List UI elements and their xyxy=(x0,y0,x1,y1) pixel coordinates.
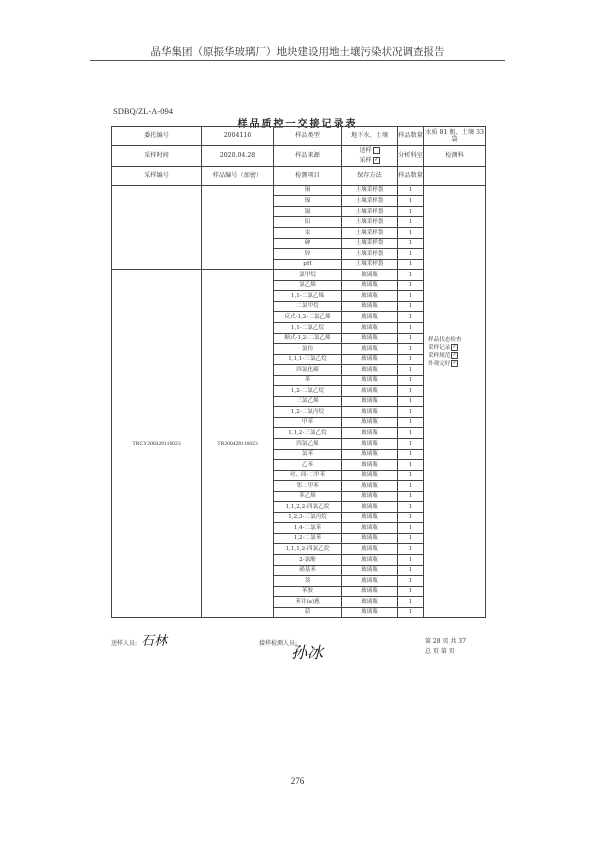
storage-method-cell: 玻璃瓶 xyxy=(342,333,398,344)
storage-method-cell: 玻璃瓶 xyxy=(342,470,398,481)
storage-method-cell: 玻璃瓶 xyxy=(342,449,398,460)
test-item-cell: 1,1,2-三氯乙烷 xyxy=(274,428,342,439)
test-item-cell: 反式-1,2-二氯乙烯 xyxy=(274,312,342,323)
test-item-cell: pH xyxy=(274,259,342,270)
header-rule xyxy=(90,60,505,61)
test-item-cell: 苯乙烯 xyxy=(274,491,342,502)
test-item-cell: 苯 xyxy=(274,375,342,386)
sample-qty-value: 水质 81 瓶、土壤 33 袋 xyxy=(424,127,486,146)
storage-method-cell: 土壤采样袋 xyxy=(342,259,398,270)
sampling-time-value: 2020.04.28 xyxy=(202,146,274,167)
storage-method-cell: 玻璃瓶 xyxy=(342,428,398,439)
test-item-cell: 1,1,1,2-四氯乙烷 xyxy=(274,544,342,555)
lab-value: 检测科 xyxy=(424,146,486,167)
test-item-cell: 镉 xyxy=(274,206,342,217)
storage-method-cell: 玻璃瓶 xyxy=(342,322,398,333)
sample-status-remarks xyxy=(424,185,486,617)
storage-method-cell: 玻璃瓶 xyxy=(342,291,398,302)
test-item-cell: 镍 xyxy=(274,196,342,207)
storage-method-cell: 玻璃瓶 xyxy=(342,396,398,407)
test-item-cell: 硝基苯 xyxy=(274,565,342,576)
storage-method-cell: 土壤采样袋 xyxy=(342,238,398,249)
sample-count-cell: 1 xyxy=(398,344,424,355)
sample-type-value: 地下水、土壤 xyxy=(342,127,398,146)
storage-method-cell: 玻璃瓶 xyxy=(342,491,398,502)
test-item-cell: 氯仿 xyxy=(274,344,342,355)
test-item-cell: 萘 xyxy=(274,576,342,587)
sampling-record-checkbox[interactable]: ✓ xyxy=(452,343,457,350)
sample-count-cell: 1 xyxy=(398,470,424,481)
blank-header-cell xyxy=(424,166,486,185)
sample-count-cell: 1 xyxy=(398,565,424,576)
sample-count-cell: 1 xyxy=(398,512,424,523)
storage-method-cell: 玻璃瓶 xyxy=(342,533,398,544)
sample-count-cell: 1 xyxy=(398,249,424,260)
storage-method-cell: 玻璃瓶 xyxy=(342,280,398,291)
sampling-record-line: 采样记录 ✓ xyxy=(428,343,457,351)
status-check-label: 样品状态检查 xyxy=(428,336,462,343)
storage-method-cell: 土壤采样袋 xyxy=(342,196,398,207)
sample-count-cell: 1 xyxy=(398,491,424,502)
test-item-cell: 氯甲烷 xyxy=(274,270,342,281)
test-item-cell: 乙苯 xyxy=(274,460,342,471)
sample-count-cell: 1 xyxy=(398,607,424,618)
sample-qty-label: 样品数量 xyxy=(398,127,424,146)
sample-count-cell: 1 xyxy=(398,586,424,597)
sample-no-cell-blank xyxy=(202,185,274,269)
storage-method-cell: 玻璃瓶 xyxy=(342,460,398,471)
storage-method-cell: 土壤采样袋 xyxy=(342,228,398,239)
sample-count-cell: 1 xyxy=(398,217,424,228)
sample-count-cell: 1 xyxy=(398,554,424,565)
storage-method-cell: 玻璃瓶 xyxy=(342,312,398,323)
receiver-signature: 孙冰 xyxy=(291,643,324,662)
test-item-cell: 三氯乙烯 xyxy=(274,396,342,407)
test-item-cell: 铜 xyxy=(274,185,342,196)
table-header-row-1 xyxy=(112,127,486,146)
sample-count-cell: 1 xyxy=(398,365,424,376)
sample-count-cell: 1 xyxy=(398,449,424,460)
sample-count-cell: 1 xyxy=(398,228,424,239)
sample-count-cell: 1 xyxy=(398,354,424,365)
test-item-cell: 砷 xyxy=(274,238,342,249)
table-row xyxy=(112,185,486,196)
test-item-cell: 1,4-二氯苯 xyxy=(274,523,342,534)
storage-method-cell: 玻璃瓶 xyxy=(342,438,398,449)
sampling-time-label: 采样时间 xyxy=(112,146,202,167)
signature-footer xyxy=(111,630,485,670)
table-column-header-row xyxy=(112,166,486,185)
sample-count-cell: 1 xyxy=(398,291,424,302)
sample-count-cell: 1 xyxy=(398,312,424,323)
sample-count-cell: 1 xyxy=(398,396,424,407)
storage-method-cell: 玻璃瓶 xyxy=(342,512,398,523)
page-info-total: 总 页 第 页 xyxy=(425,648,455,655)
sample-count-cell: 1 xyxy=(398,301,424,312)
storage-method-cell: 玻璃瓶 xyxy=(342,576,398,587)
storage-method-cell: 玻璃瓶 xyxy=(342,417,398,428)
test-item-cell: 汞 xyxy=(274,228,342,239)
storage-method-cell: 土壤采样袋 xyxy=(342,217,398,228)
storage-method-cell: 玻璃瓶 xyxy=(342,597,398,608)
storage-method-cell: 玻璃瓶 xyxy=(342,354,398,365)
sample-count-cell: 1 xyxy=(398,523,424,534)
storage-method-cell: 玻璃瓶 xyxy=(342,554,398,565)
storage-method-cell: 玻璃瓶 xyxy=(342,502,398,513)
test-item-header: 检测项目 xyxy=(274,166,342,185)
sample-count-cell: 1 xyxy=(398,428,424,439)
storage-method-cell: 玻璃瓶 xyxy=(342,407,398,418)
form-title: 样品质控一交接记录表 xyxy=(237,119,358,130)
sample-count-cell: 1 xyxy=(398,322,424,333)
sender-signature: 石林 xyxy=(141,634,168,649)
test-item-cell: 甲苯 xyxy=(274,417,342,428)
handover-record-table xyxy=(111,126,486,618)
sample-no-cell: TR200428116023 xyxy=(202,270,274,618)
test-item-cell: 对、间-二甲苯 xyxy=(274,470,342,481)
page-info: 第 28 页 共 37 xyxy=(425,638,466,645)
storage-method-cell: 土壤采样袋 xyxy=(342,249,398,260)
test-item-cell: 苯胺 xyxy=(274,586,342,597)
table-header-row-2 xyxy=(112,146,486,167)
test-item-cell: 四氯化碳 xyxy=(274,365,342,376)
test-item-cell: 1,1-二氯乙烷 xyxy=(274,322,342,333)
sampling-standard-checkbox[interactable]: ✓ xyxy=(452,352,457,359)
test-item-cell: 铅 xyxy=(274,217,342,228)
source-option-sampling[interactable]: 采样 ✓ xyxy=(359,156,379,164)
storage-method-cell: 玻璃瓶 xyxy=(342,481,398,492)
storage-method-cell: 玻璃瓶 xyxy=(342,365,398,376)
test-item-cell: 1,1-二氯乙烯 xyxy=(274,291,342,302)
test-item-cell: 1,2-二氯丙烷 xyxy=(274,407,342,418)
sample-count-cell: 1 xyxy=(398,280,424,291)
sample-count-cell: 1 xyxy=(398,238,424,249)
sample-source-label: 样品来源 xyxy=(274,146,342,167)
appearance-intact-line: 外观完好 ✓ xyxy=(428,360,457,368)
test-item-cell: 邻二甲苯 xyxy=(274,481,342,492)
storage-method-cell: 玻璃瓶 xyxy=(342,386,398,397)
storage-method-cell: 玻璃瓶 xyxy=(342,375,398,386)
test-item-cell: 1,2-二氯苯 xyxy=(274,533,342,544)
appearance-intact-checkbox[interactable]: ✓ xyxy=(452,360,457,367)
storage-method-cell: 玻璃瓶 xyxy=(342,607,398,618)
sample-count-cell: 1 xyxy=(398,597,424,608)
sample-count-cell: 1 xyxy=(398,460,424,471)
report-header-title: 晶华集团（原振华玻璃厂）地块建设用地土壤污染状况调查报告 xyxy=(150,46,445,58)
test-item-cell: 䓛 xyxy=(274,607,342,618)
storage-method-cell: 玻璃瓶 xyxy=(342,544,398,555)
sample-count-cell: 1 xyxy=(398,333,424,344)
test-item-cell: 氯乙烯 xyxy=(274,280,342,291)
sample-count-cell: 1 xyxy=(398,196,424,207)
lab-label: 分析科室 xyxy=(398,146,424,167)
storage-method-cell: 玻璃瓶 xyxy=(342,586,398,597)
test-item-cell: 二氯甲烷 xyxy=(274,301,342,312)
storage-method-cell: 玻璃瓶 xyxy=(342,565,398,576)
sampling-no-header: 采样编号 xyxy=(112,166,202,185)
test-item-cell: 2-氯酚 xyxy=(274,554,342,565)
test-item-cell: 苯并(a)蒽 xyxy=(274,597,342,608)
storage-method-cell: 土壤采样袋 xyxy=(342,206,398,217)
sample-count-cell: 1 xyxy=(398,417,424,428)
sample-count-cell: 1 xyxy=(398,185,424,196)
test-item-cell: 氯苯 xyxy=(274,449,342,460)
sample-source-options xyxy=(342,146,398,167)
sample-count-cell: 1 xyxy=(398,481,424,492)
client-no-value: 2004116 xyxy=(202,127,274,146)
page-number: 276 xyxy=(290,776,305,786)
source-option-delivery[interactable]: 送样 xyxy=(342,146,397,156)
sample-type-label: 样品类型 xyxy=(274,127,342,146)
sampling-checkbox-checked[interactable]: ✓ xyxy=(374,156,379,163)
receiver-label: 接样检测人员: xyxy=(259,640,298,647)
sample-count-header: 样品数量 xyxy=(398,166,424,185)
storage-method-cell: 土壤采样袋 xyxy=(342,185,398,196)
sample-count-cell: 1 xyxy=(398,259,424,270)
storage-method-header: 保存方法 xyxy=(342,166,398,185)
sampling-standard-line: 采样规范 ✓ xyxy=(428,352,457,360)
sample-count-cell: 1 xyxy=(398,438,424,449)
sample-no-header: 样品编号（加密） xyxy=(202,166,274,185)
sampling-no-cell: TRCY200428116023 xyxy=(112,270,202,618)
sender-label: 送样人员: xyxy=(111,640,138,647)
sample-count-cell: 1 xyxy=(398,533,424,544)
sample-count-cell: 1 xyxy=(398,544,424,555)
sampling-no-cell-blank xyxy=(112,185,202,269)
sample-count-cell: 1 xyxy=(398,375,424,386)
sample-count-cell: 1 xyxy=(398,576,424,587)
client-no-label: 委托编号 xyxy=(112,127,202,146)
test-item-cell: 1,2-二氯乙烷 xyxy=(274,386,342,397)
storage-method-cell: 玻璃瓶 xyxy=(342,344,398,355)
storage-method-cell: 玻璃瓶 xyxy=(342,270,398,281)
test-item-cell: 顺式-1,2-二氯乙烯 xyxy=(274,333,342,344)
sample-count-cell: 1 xyxy=(398,386,424,397)
test-item-cell: 四氯乙烯 xyxy=(274,438,342,449)
test-item-cell: 1,1,1-三氯乙烷 xyxy=(274,354,342,365)
document-code: SDBQ/ZL-A-094 xyxy=(113,106,173,116)
storage-method-cell: 玻璃瓶 xyxy=(342,523,398,534)
test-item-cell: 1,2,3-三氯丙烷 xyxy=(274,512,342,523)
sample-count-cell: 1 xyxy=(398,206,424,217)
sample-count-cell: 1 xyxy=(398,407,424,418)
sample-count-cell: 1 xyxy=(398,270,424,281)
delivery-checkbox[interactable] xyxy=(373,147,380,154)
test-item-cell: 锌 xyxy=(274,249,342,260)
sample-count-cell: 1 xyxy=(398,502,424,513)
test-item-cell: 1,1,2,2-四氯乙烷 xyxy=(274,502,342,513)
storage-method-cell: 玻璃瓶 xyxy=(342,301,398,312)
